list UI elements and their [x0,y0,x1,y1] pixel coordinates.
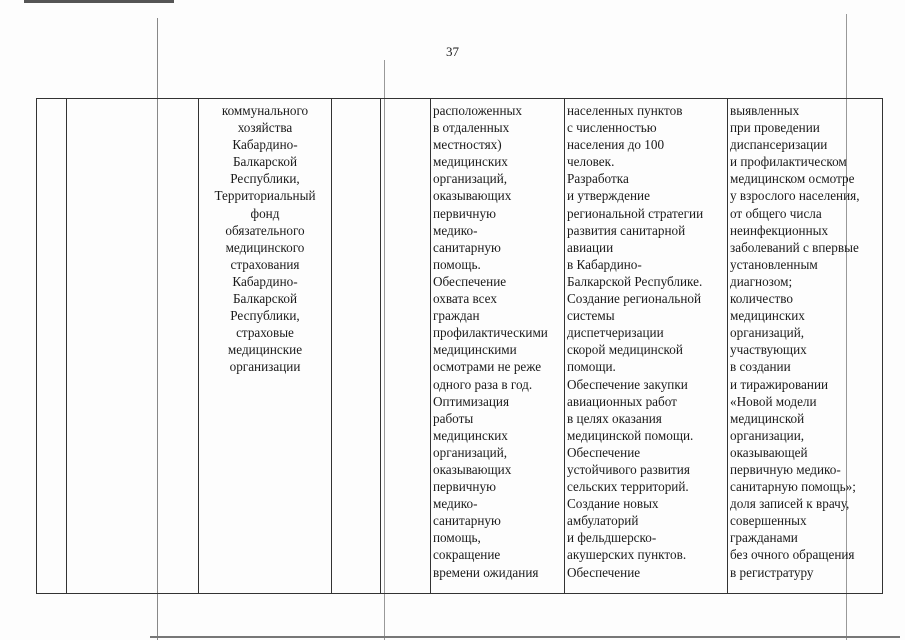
text-line: медицинской [730,410,805,426]
text-line: медицинских [433,154,508,170]
text-line: коммунального [221,103,309,118]
text-line: медицинском осмотре [730,171,855,187]
cell-empty-1 [67,99,199,594]
text-line: обязательного [225,222,305,238]
text-line: санитарную [433,513,501,529]
text-line: Кабардино- [232,273,298,289]
text-line: фонд [250,205,280,221]
text-line: без очного обращения [730,547,855,563]
text-line: первичную медико- [730,461,841,477]
text-line: работы [433,410,474,426]
text-line: при проведении [730,120,820,136]
text-line: Кабардино- [232,137,298,153]
text-line: помощь. [433,256,481,272]
cell-number [37,99,67,594]
cell-indicators [728,99,883,594]
text-line: региональной стратегии [567,205,704,221]
text-line: охвата всех [433,291,497,307]
text-line: Разработка [567,171,629,187]
text-line: в создании [730,359,791,375]
text-line: Обеспечение [567,444,641,460]
text-line: местностях) [433,137,502,153]
text-line: Оптимизация [433,393,510,409]
scan-artifact-bottom [150,636,900,638]
text-line: человек. [567,154,615,170]
text-line: населения до 100 [567,137,665,153]
text-line: Территориальный [214,188,316,204]
text-line: медицинскими [433,342,517,358]
text-line: помощь, [433,530,481,546]
text-line: медицинского [225,239,305,255]
text-line: медицинские [227,342,303,358]
text-line: Обеспечение [567,564,641,580]
text-line: первичную [433,205,496,221]
text-line: Балкарской Республике. [567,273,703,289]
text-line: сельских территорий. [567,479,689,495]
scan-artifact-top [24,0,174,3]
text-line: организации, [730,427,805,443]
text-line: страховые [236,325,294,341]
text-line: профилактическими [433,325,548,341]
text-line: расположенных [433,103,522,118]
text-line: санитарную [433,239,501,255]
cell-actions [565,99,728,594]
text-line: помощи. [567,359,616,375]
text-line: первичную [433,479,496,495]
text-line: амбулаторий [567,513,639,529]
text-line: одного раза в год. [433,376,533,392]
text-line: медицинских [433,427,508,443]
text-line: участвующих [730,342,807,358]
text-line: скорой медицинской [567,342,683,358]
cell-empty-3 [381,99,431,594]
text-line: медико- [433,222,478,238]
text-line: от общего числа [730,205,822,221]
text-line: выявленных [730,103,800,118]
text-line: Республики, [230,171,300,187]
text-line: акушерских пунктов. [567,547,687,563]
text-line: в целях оказания [567,410,662,426]
text-line: Обеспечение [433,273,507,289]
text-line: осмотрами не реже [433,359,542,375]
text-line: организаций, [433,444,508,460]
text-line: санитарную помощь»; [730,479,856,495]
text-line: Создание новых [567,496,659,512]
text-line: доля записей к врачу, [730,496,850,512]
text-line: в отдаленных [433,120,510,136]
text-line: и тиражировании [730,376,829,392]
text-line: медицинских [730,308,805,324]
text-line: сокращение [433,547,501,563]
text-line: организаций, [730,325,805,341]
text-line: медицинской помощи. [567,427,694,443]
text-line: с численностью [567,120,657,136]
text-line: установленным [730,256,818,272]
table-row [37,99,883,594]
text-line: населенных пунктов [567,103,683,118]
text-line: в Кабардино- [567,256,642,272]
text-line: Создание региональной [567,291,702,307]
text-line: и утверждение [567,188,650,204]
text-line: оказывающих [433,188,512,204]
text-line: Балкарской [232,291,298,307]
cell-measures [431,99,565,594]
text-line: диспансеризации [730,137,828,153]
page-number: 37 [446,44,459,59]
text-line: страхования [230,256,300,272]
text-line: системы [567,308,615,324]
text-line: времени ожидания [433,564,539,580]
text-line: «Новой модели [730,393,817,409]
cell-organizations [199,99,332,594]
text-line: количество [730,291,793,307]
text-line: оказывающих [433,461,512,477]
text-line: медико- [433,496,478,512]
text-line: организаций, [433,171,508,187]
text-line: диагнозом; [730,273,793,289]
cell-empty-2 [332,99,381,594]
text-line: заболеваний с впервые [730,239,859,255]
text-line: граждан [433,308,480,324]
text-line: и фельдшерско- [567,530,657,546]
text-line: и профилактическом [730,154,847,170]
text-line: оказывающей [730,444,808,460]
text-line: авиации [567,239,614,255]
text-line: гражданами [730,530,798,546]
measures-table [36,98,883,594]
text-line: развития санитарной [567,222,686,238]
text-line: Обеспечение закупки [567,376,688,392]
text-line: неинфекционных [730,222,829,238]
text-line: устойчивого развития [567,461,690,477]
text-line: авиационных работ [567,393,677,409]
text-line: в регистратуру [730,564,814,580]
text-line: Республики, [230,308,300,324]
text-line: организации [229,359,301,375]
text-line: у взрослого населения, [730,188,860,204]
text-line: совершенных [730,513,807,529]
text-line: хозяйства [237,120,293,136]
text-line: Балкарской [232,154,298,170]
text-line: диспетчеризации [567,325,664,341]
